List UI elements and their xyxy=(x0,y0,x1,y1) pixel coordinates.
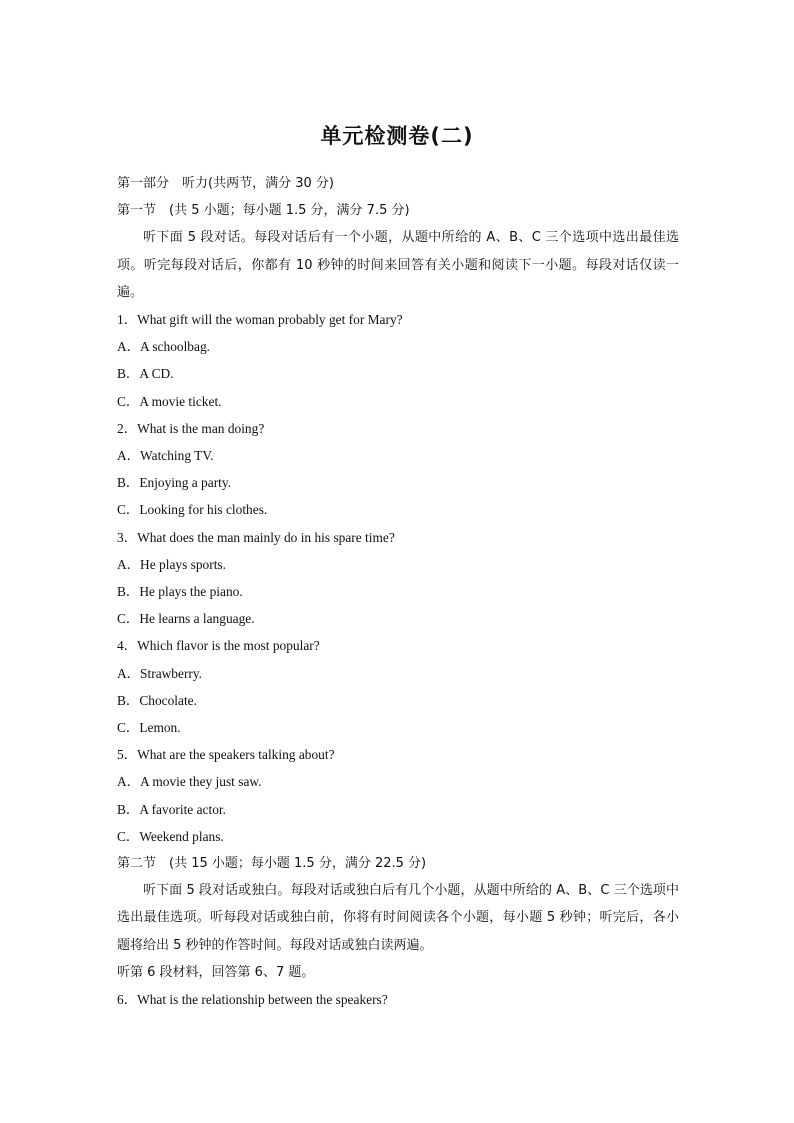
question-stem: 3．What does the man mainly do in his spare time? xyxy=(117,529,395,545)
question-6-stem: 6．What is the relationship between the speakers? xyxy=(117,992,388,1008)
option-b: B．He plays the piano. xyxy=(117,584,243,600)
section1-heading: 第一节 (共 5 小题；每小题 1.5 分，满分 7.5 分) xyxy=(117,203,410,219)
question-stem: 1．What gift will the woman probably get for Mary? xyxy=(117,312,403,328)
section1-instructions: 听下面 5 段对话。每段对话后有一个小题，从题中所给的 A、B、C 三个选项中选出最佳选项。听完每段对话后，你都有 10 秒钟的时间来回答有关小题和阅读下一小题。每段对话仅读一遍。 xyxy=(117,230,679,300)
option-b: B．A favorite actor. xyxy=(117,801,226,817)
question-stem: 5．What are the speakers talking about? xyxy=(117,747,335,763)
option-c: C．He learns a language. xyxy=(117,611,255,627)
document-body xyxy=(117,170,679,1013)
question-stem: 4．Which flavor is the most popular? xyxy=(117,638,320,654)
option-a: A．Watching TV. xyxy=(117,448,214,464)
question-4 xyxy=(117,632,679,741)
option-c: C．Lemon. xyxy=(117,720,181,736)
question-2 xyxy=(117,415,679,524)
question-stem: 2．What is the man doing? xyxy=(117,420,265,436)
material-note: 听第 6 段材料，回答第 6、7 题。 xyxy=(117,964,315,980)
part-heading: 第一部分 听力(共两节，满分 30 分) xyxy=(117,176,334,191)
section2-heading: 第二节 (共 15 小题；每小题 1.5 分，满分 22.5 分) xyxy=(117,856,427,872)
option-a: A．A schoolbag. xyxy=(117,339,210,355)
option-c: C．A movie ticket. xyxy=(117,393,222,409)
question-3 xyxy=(117,524,679,633)
option-c: C．Weekend plans. xyxy=(117,828,224,844)
option-a: A．He plays sports. xyxy=(117,556,226,572)
document-title: 单元检测卷(二) xyxy=(320,124,474,148)
option-a: A．Strawberry. xyxy=(117,665,203,681)
question-5 xyxy=(117,741,679,850)
option-b: B．Enjoying a party. xyxy=(117,475,232,491)
option-a: A．A movie they just saw. xyxy=(117,774,262,790)
question-1 xyxy=(117,306,679,415)
option-b: B．Chocolate. xyxy=(117,692,197,708)
option-c: C．Looking for his clothes. xyxy=(117,502,268,518)
option-b: B．A CD. xyxy=(117,366,174,382)
section2-instructions: 听下面 5 段对话或独白。每段对话或独白后有几个小题，从题中所给的 A、B、C 三个选项中选出最佳选项。听每段对话或独白前，你将有时间阅读各个小题，每小题 5 秒钟；听完后，各小题将给出 5 秒钟的作答时间。每段对话或独白读两遍。 xyxy=(117,883,679,953)
